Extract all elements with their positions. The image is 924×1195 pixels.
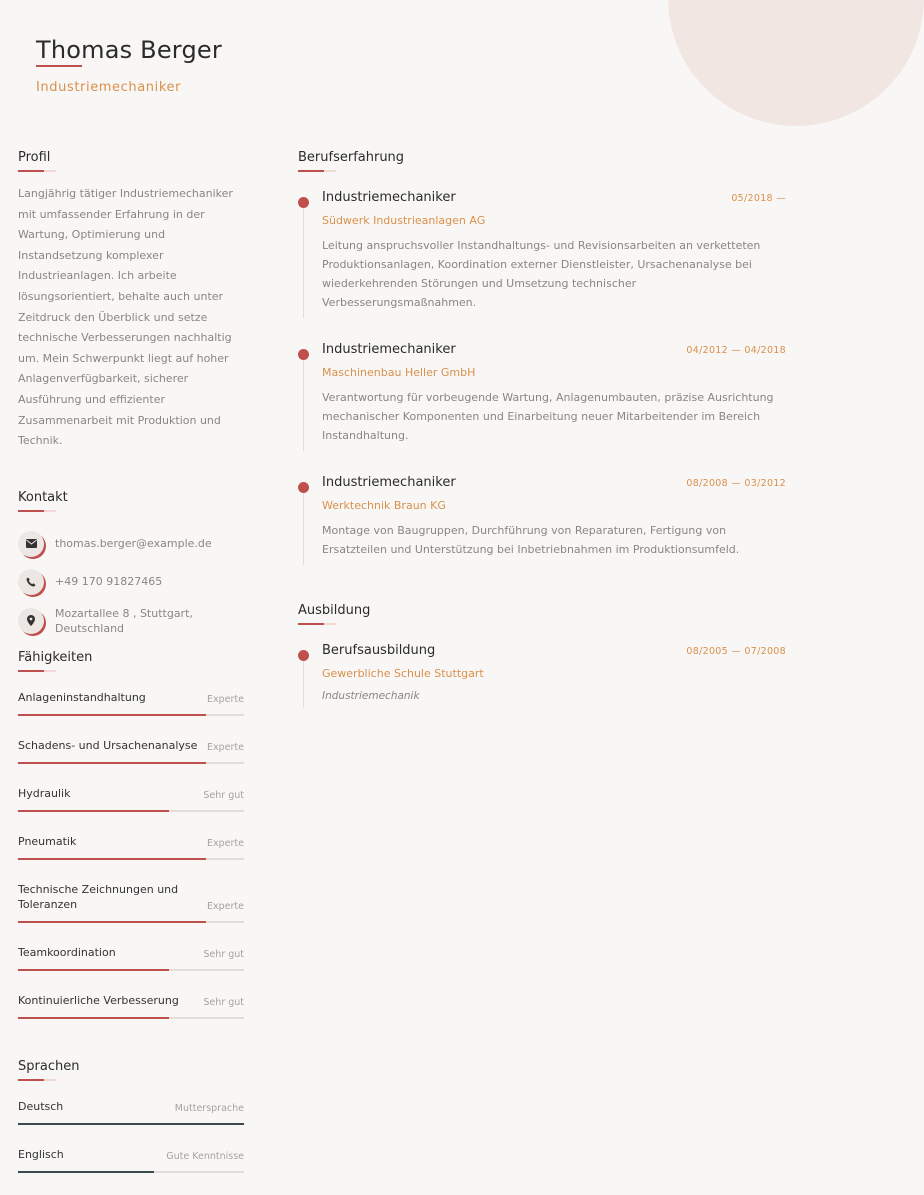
timeline-head — [322, 475, 786, 490]
job-title: Industriemechaniker — [36, 80, 182, 95]
contact-email-text[interactable]: thomas.berger@example.de — [55, 537, 212, 551]
contact-address — [18, 606, 244, 636]
decorative-circle — [668, 0, 924, 126]
phone-icon — [18, 569, 44, 595]
skill-item — [18, 834, 244, 860]
timeline-item — [298, 643, 786, 702]
section-title-education: Ausbildung — [298, 603, 370, 625]
job-description: Montage von Baugruppen, Durchführung von Reparaturen, Fertigung von Ersatzteilen und Unterstützung bei Inbetriebnahmen im Produktionsumfeld. — [322, 524, 740, 556]
skill-name: Technische Zeichnungen und Toleranzen — [18, 882, 179, 911]
skill-row — [18, 993, 244, 1008]
skill-level: Sehr gut — [203, 789, 244, 801]
language-row — [18, 1099, 244, 1114]
skill-level: Experte — [207, 837, 244, 849]
skill-row — [18, 834, 244, 849]
timeline-item — [298, 475, 786, 559]
skill-item — [18, 738, 244, 764]
timeline-dot — [298, 482, 309, 493]
language-level: Gute Kenntnisse — [166, 1150, 244, 1162]
skill-bar-fill — [18, 969, 169, 971]
section-title-experience: Berufserfahrung — [298, 150, 404, 172]
job-date: 08/2008 — 03/2012 — [686, 478, 786, 489]
languages-list — [18, 1099, 244, 1173]
skill-name: Kontinuierliche Verbesserung — [18, 993, 179, 1007]
section-title-profile: Profil — [18, 150, 50, 172]
language-bar — [18, 1171, 244, 1173]
person-name: Thomas Berger — [36, 36, 222, 64]
timeline-dot — [298, 650, 309, 661]
language-name: Englisch — [18, 1147, 64, 1161]
skill-bar-fill — [18, 762, 206, 764]
education-date: 08/2005 — 07/2008 — [686, 646, 786, 657]
skill-bar — [18, 1017, 244, 1019]
mail-icon — [18, 531, 44, 557]
skill-level: Sehr gut — [203, 948, 244, 960]
skill-name: Anlageninstandhaltung — [18, 690, 146, 704]
job-role: Industriemechaniker — [322, 342, 456, 357]
education-section — [298, 599, 786, 702]
skill-item — [18, 786, 244, 812]
timeline-dot — [298, 349, 309, 360]
language-bar-fill — [18, 1171, 154, 1173]
skill-bar-fill — [18, 858, 206, 860]
skill-bar — [18, 921, 244, 923]
language-level: Muttersprache — [174, 1102, 244, 1114]
job-description: Leitung anspruchsvoller Instandhaltungs- und Revisionsarbeiten an verketteten Produktionsanlagen, Koordination externer Dienstleister, Ursachenanalyse bei wiederkehrenden Störungen und Umsetzung technischer Verbesserungsmaßnahmen. — [322, 239, 761, 309]
education-degree: Berufsausbildung — [322, 643, 436, 658]
section-title-languages: Sprachen — [18, 1059, 79, 1081]
timeline-dot — [298, 197, 309, 208]
address-line-1: Mozartallee 8 , Stuttgart, — [55, 606, 193, 620]
skill-row — [18, 786, 244, 801]
job-role: Industriemechaniker — [322, 190, 456, 205]
skill-row — [18, 945, 244, 960]
skills-list — [18, 690, 244, 1019]
contact-phone-text[interactable]: +49 170 91827465 — [55, 575, 163, 589]
skill-bar-fill — [18, 921, 206, 923]
job-date: 04/2012 — 04/2018 — [686, 345, 786, 356]
contact-address-text — [55, 606, 193, 636]
job-company: Maschinenbau Heller GmbH — [322, 366, 476, 379]
address-line-2: Deutschland — [55, 621, 125, 635]
skill-level: Sehr gut — [203, 996, 244, 1008]
job-description: Verantwortung für vorbeugende Wartung, Anlagenumbauten, präzise Ausrichtung mechanischer Komponenten und Einarbeitung neuer Mitarbeitender im Bereich Instandhaltung. — [322, 391, 774, 442]
skill-level: Experte — [207, 741, 244, 753]
contact-phone[interactable] — [18, 568, 244, 596]
language-item — [18, 1147, 244, 1173]
languages-section — [18, 1055, 244, 1173]
language-row — [18, 1147, 244, 1162]
skill-item — [18, 945, 244, 971]
contact-section — [18, 486, 244, 636]
right-column — [298, 146, 786, 702]
language-item — [18, 1099, 244, 1125]
language-bar — [18, 1123, 244, 1125]
contact-email[interactable] — [18, 530, 244, 558]
section-title-skills: Fähigkeiten — [18, 650, 92, 672]
location-icon — [18, 608, 44, 634]
skill-item — [18, 690, 244, 716]
skill-item — [18, 882, 244, 923]
skill-name: Schadens- und Ursachenanalyse — [18, 738, 198, 752]
job-role: Industriemechaniker — [322, 475, 456, 490]
skill-item — [18, 993, 244, 1019]
timeline-item — [298, 190, 786, 312]
language-name: Deutsch — [18, 1099, 64, 1113]
section-title-contact: Kontakt — [18, 490, 68, 512]
language-bar-fill — [18, 1123, 244, 1125]
timeline-head — [322, 342, 786, 357]
skill-bar-fill — [18, 810, 169, 812]
skill-bar-fill — [18, 714, 206, 716]
timeline-head — [322, 190, 786, 205]
skill-bar — [18, 714, 244, 716]
experience-section — [298, 146, 786, 559]
skill-bar — [18, 969, 244, 971]
job-date: 05/2018 — — [731, 193, 786, 204]
left-column — [18, 146, 244, 1195]
job-company: Werktechnik Braun KG — [322, 499, 446, 512]
skill-row — [18, 738, 244, 753]
skill-bar — [18, 762, 244, 764]
profile-text: Langjährig tätiger Industriemechaniker mit umfassender Erfahrung in der Wartung, Optimierung und Instandsetzung komplexer Industrieanlagen. Ich arbeite lösungsorientiert, behalte auch unter Zeitdruck den Überblick und setze technische Verbesserungen nachhaltig um. Mein Schwerpunkt liegt auf hoher Anlagenverfügbarkeit, sicherer Ausführung und effizienter Zusammenarbeit mit Produktion und Technik. — [18, 187, 233, 448]
skill-row — [18, 690, 244, 705]
skill-row — [18, 882, 244, 912]
skill-bar-fill — [18, 1017, 169, 1019]
skill-name: Hydraulik — [18, 786, 71, 800]
education-list — [298, 643, 786, 702]
timeline-item — [298, 342, 786, 445]
job-company: Südwerk Industrieanlagen AG — [322, 214, 486, 227]
timeline-head — [322, 643, 786, 658]
skill-level: Experte — [207, 693, 244, 705]
skill-name: Teamkoordination — [18, 945, 116, 959]
resume-header — [36, 36, 222, 95]
education-school: Gewerbliche Schule Stuttgart — [322, 667, 484, 680]
skill-bar — [18, 858, 244, 860]
skill-bar — [18, 810, 244, 812]
experience-list — [298, 190, 786, 559]
skill-level: Experte — [207, 900, 244, 912]
skill-name: Pneumatik — [18, 834, 77, 848]
profile-section — [18, 146, 244, 452]
contact-list — [18, 530, 244, 636]
skills-section — [18, 646, 244, 1019]
education-field: Industriemechanik — [322, 690, 420, 702]
